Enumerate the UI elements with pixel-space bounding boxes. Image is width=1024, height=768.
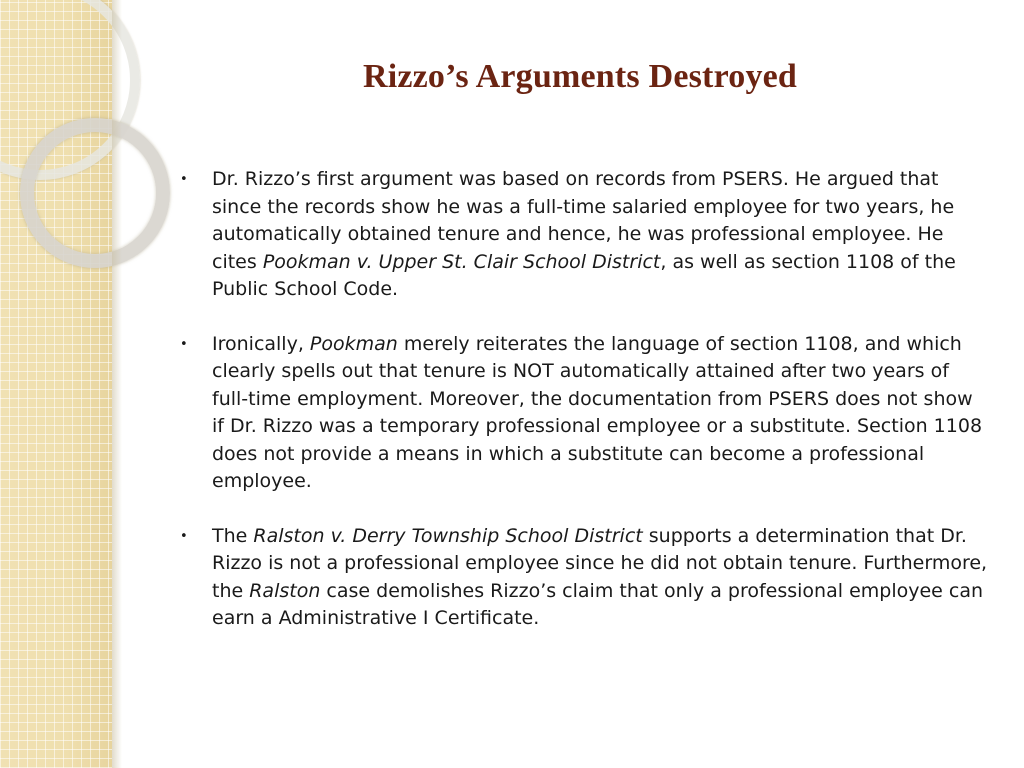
side-panel-shadow [112, 0, 122, 768]
decorative-ring-middle [20, 118, 170, 268]
case-citation: Ralston v. Derry Township School District [253, 524, 643, 547]
bullet-text-segment: , as well as section 1108 of the Public School Code. [212, 250, 956, 300]
bullet-item-3 [178, 523, 988, 633]
bullet-item-1 [178, 166, 988, 304]
bullet-text-segment: The [212, 524, 254, 547]
slide-title: Rizzo’s Arguments Destroyed [362, 58, 798, 95]
bullet-text-segment: supports a determination that Dr. Rizzo is not a professional employee since he did not obtain tenure. Furthermore, the [212, 524, 988, 602]
bullet-icon: • [180, 172, 188, 187]
bullet-text [212, 333, 982, 493]
bullet-list [178, 166, 988, 660]
case-citation: Ralston [249, 579, 321, 602]
bullet-icon: • [180, 528, 188, 544]
case-citation: Pookman v. Upper St. Clair School District [262, 250, 661, 273]
bullet-icon: • [180, 336, 188, 352]
bullet-text [212, 525, 987, 630]
bullet-item-2 [178, 331, 988, 496]
bullet-text-segment: Ironically, [212, 332, 310, 355]
bullet-text [212, 168, 956, 300]
bullet-text-segment: merely reiterates the language of section 1108, and which clearly spells out that tenure is NOT automatically attained after two years of full-time employment. Moreover, the documentation from PSERS does not show if Dr. Rizzo was a temporary professional employee or a substitute. Section 1108 does not provide a means in which a substitute can become a professional employee. [212, 332, 983, 492]
bullet-text-segment: case demolishes Rizzo’s claim that only a professional employee can earn a Administrative I Certificate. [212, 579, 984, 629]
case-citation: Pookman [309, 332, 398, 355]
bullet-text-segment: Dr. Rizzo’s first argument was based on records from PSERS. He argued that since the records show he was a full-time salaried employee for two years, he automatically obtained tenure and hence, he was professional employee. He cites [212, 168, 955, 273]
decorative-side-panel [0, 0, 112, 768]
